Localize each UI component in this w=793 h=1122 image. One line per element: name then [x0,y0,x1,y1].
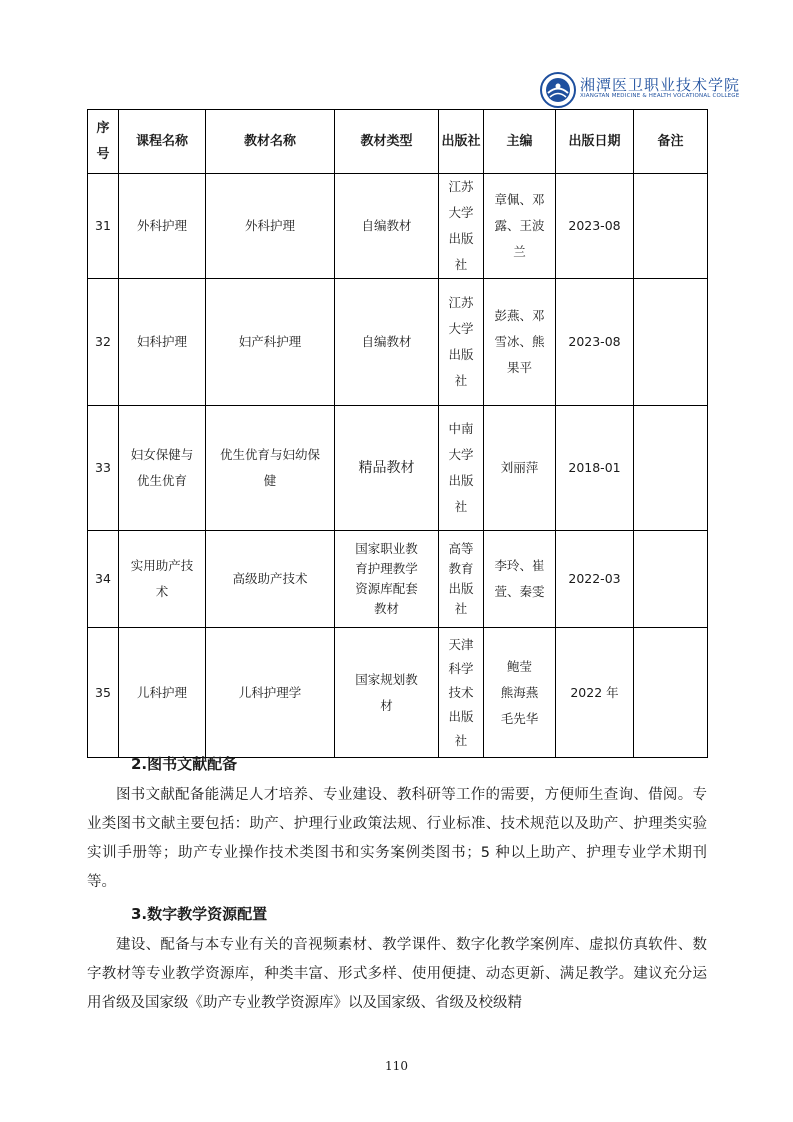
cell-editor: 章佩、邓 露、王波 兰 [484,174,556,279]
header-index: 序号 [88,110,119,174]
section-paragraph: 建设、配备与本专业有关的音视频素材、教学课件、数字化教学案例库、虚拟仿真软件、数字教材等专业教学资源库，种类丰富、形式多样、使用便捷、动态更新、满足教学。建议充分运用省级及国家级《助产专业教学资源库》以及国家级、省级及校级精 [87,937,707,1011]
cell-date: 2018-01 [556,406,634,531]
table-row [88,531,708,628]
header-editor: 主编 [484,110,556,174]
cell-type: 国家规划教 材 [335,628,439,758]
cell-textbook: 妇产科护理 [206,279,335,406]
cell-course: 儿科护理 [119,628,206,758]
textbook-table [87,109,708,758]
cell-remark [634,174,708,279]
header-publisher: 出版社 [439,110,484,174]
section-heading: 3.数字教学资源配置 [131,905,268,923]
cell-textbook: 儿科护理学 [206,628,335,758]
cell-course: 外科护理 [119,174,206,279]
cell-type: 自编教材 [335,174,439,279]
header-date: 出版日期 [556,110,634,174]
cell-publisher: 高等 教育 出版 社 [439,531,484,628]
header-course: 课程名称 [119,110,206,174]
table-row [88,279,708,406]
section-library-resources [87,753,707,897]
cell-publisher: 天津 科学 技术 出版 社 [439,628,484,758]
cell-editor: 李玲、崔 萱、秦雯 [484,531,556,628]
college-name-english: XIANGTAN MEDICINE & HEALTH VOCATIONAL COLLEGE [580,93,740,99]
cell-date: 2023-08 [556,279,634,406]
cell-remark [634,279,708,406]
cell-date: 2022 年 [556,628,634,758]
cell-textbook: 优生优育与妇幼保 健 [206,406,335,531]
header-remark: 备注 [634,110,708,174]
table-header-row [88,110,708,174]
college-logo [540,72,741,108]
cell-remark [634,406,708,531]
section-digital-resources [87,903,707,1018]
header-type: 教材类型 [335,110,439,174]
cell-publisher: 江苏 大学 出版 社 [439,174,484,279]
cell-type: 自编教材 [335,279,439,406]
section-heading: 2.图书文献配备 [131,755,238,773]
cell-index: 32 [88,279,119,406]
college-name: 湘潭医卫职业技术学院 [580,76,741,94]
cell-type: 精品教材 [335,406,439,531]
cell-type: 国家职业教 育护理教学 资源库配套 教材 [335,531,439,628]
table-row [88,406,708,531]
cell-editor: 刘丽萍 [484,406,556,531]
cell-textbook: 外科护理 [206,174,335,279]
cell-publisher: 江苏 大学 出版 社 [439,279,484,406]
college-emblem-icon [540,72,576,108]
cell-index: 31 [88,174,119,279]
page-number: 110 [385,1059,408,1073]
table-row [88,174,708,279]
header-textbook: 教材名称 [206,110,335,174]
cell-publisher: 中南 大学 出版 社 [439,406,484,531]
cell-remark [634,531,708,628]
cell-index: 34 [88,531,119,628]
cell-remark [634,628,708,758]
cell-course: 妇科护理 [119,279,206,406]
cell-editor: 鲍莹 熊海燕 毛先华 [484,628,556,758]
cell-course: 妇女保健与 优生优育 [119,406,206,531]
cell-index: 35 [88,628,119,758]
section-paragraph: 图书文献配备能满足人才培养、专业建设、教科研等工作的需要，方便师生查询、借阅。专业类图书文献主要包括：助产、护理行业政策法规、行业标准、技术规范以及助产、护理类实验实训手册等；助产专业操作技术类图书和实务案例类图书；5 种以上助产、护理专业学术期刊等。 [87,787,707,890]
table-row [88,628,708,758]
cell-index: 33 [88,406,119,531]
cell-date: 2022-03 [556,531,634,628]
cell-textbook: 高级助产技术 [206,531,335,628]
cell-course: 实用助产技 术 [119,531,206,628]
cell-editor: 彭燕、邓 雪冰、熊 果平 [484,279,556,406]
cell-date: 2023-08 [556,174,634,279]
